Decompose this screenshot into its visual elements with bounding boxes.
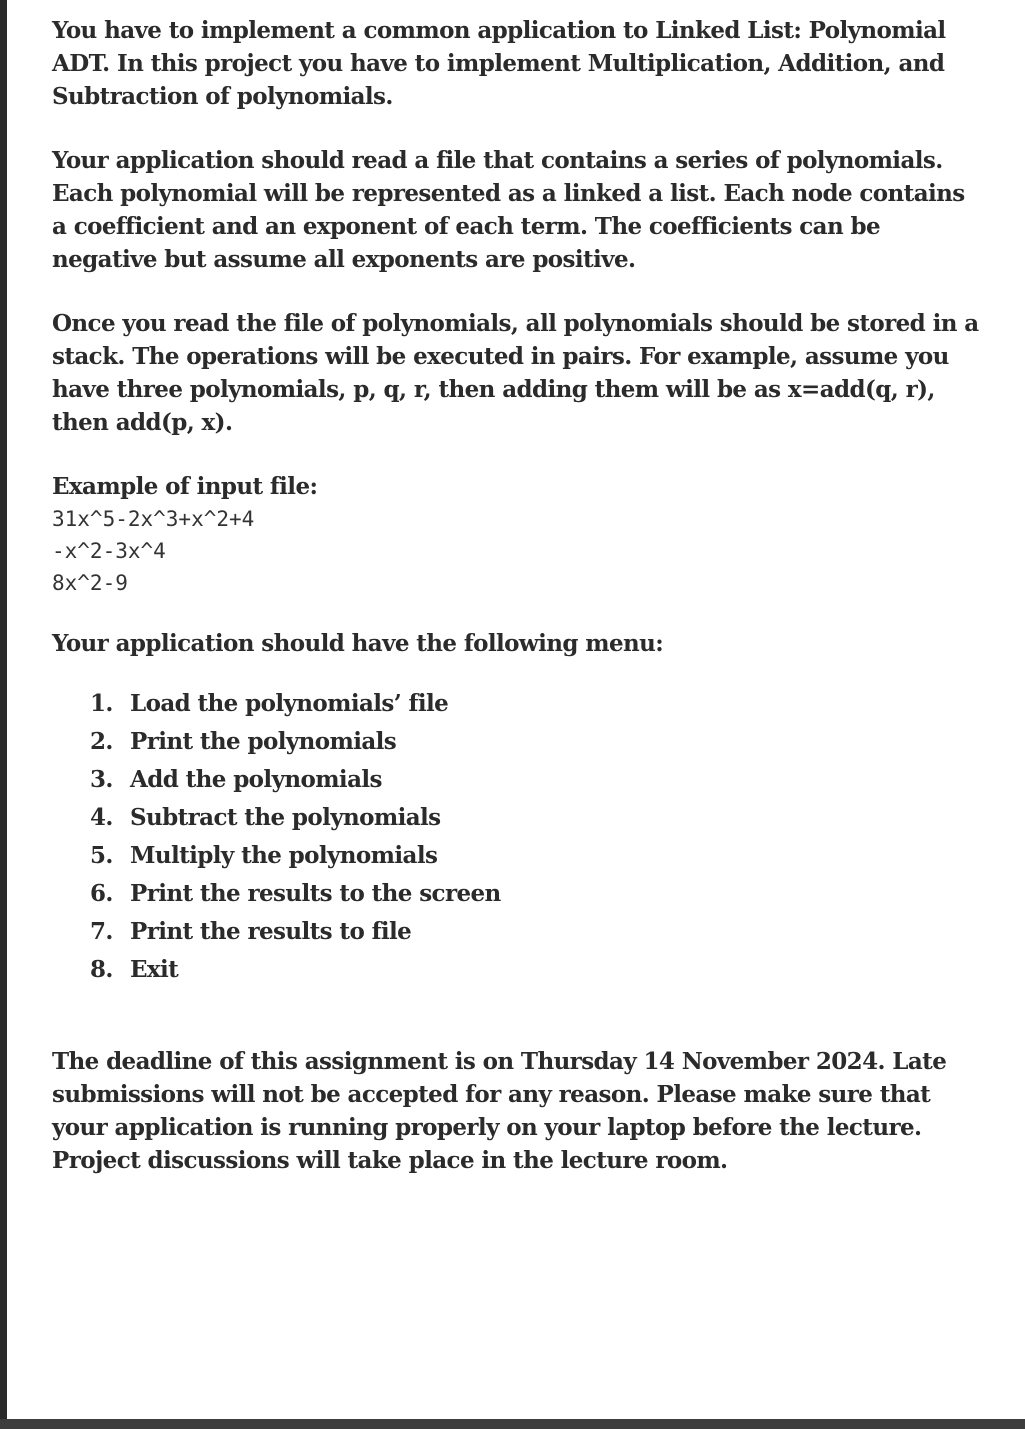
deadline-line: your application is running properly on your laptop before the lecture. — [52, 1114, 922, 1141]
bottom-scroll-bar — [0, 1419, 1025, 1429]
deadline-paragraph — [52, 1045, 972, 1177]
menu-item-label: Print the results to the screen — [130, 880, 501, 907]
menu-item-load — [90, 685, 972, 723]
menu-item-exit — [90, 951, 972, 989]
input-description-line: Each polynomial will be represented as a linked a list. Each node contains — [52, 180, 965, 207]
deadline-line: submissions will not be accepted for any reason. Please make sure that — [52, 1081, 931, 1108]
input-description-paragraph — [52, 144, 972, 276]
menu-item-print-polynomials — [90, 723, 972, 761]
stack-description-line: have three polynomials, p, q, r, then adding them will be as x=add(q, r), — [52, 376, 935, 403]
menu-item-number: 3. — [90, 766, 113, 793]
left-edge-border — [0, 0, 7, 1429]
input-description-line: negative but assume all exponents are positive. — [52, 246, 636, 273]
menu-item-label: Multiply the polynomials — [130, 842, 438, 869]
menu-item-print-screen — [90, 875, 972, 913]
deadline-line: The deadline of this assignment is on Thursday 14 November 2024. Late — [52, 1048, 947, 1075]
menu-item-number: 6. — [90, 880, 113, 907]
menu-item-number: 4. — [90, 804, 113, 831]
intro-line: Subtraction of polynomials. — [52, 83, 393, 110]
menu-item-label: Subtract the polynomials — [130, 804, 441, 831]
example-heading — [52, 470, 972, 503]
input-description-line: Your application should read a file that contains a series of polynomials. — [52, 147, 943, 174]
example-polynomial-line: -x^2-3x^4 — [52, 539, 166, 563]
menu-item-add — [90, 761, 972, 799]
stack-description-line: stack. The operations will be executed in pairs. For example, assume you — [52, 343, 949, 370]
menu-item-number: 5. — [90, 842, 113, 869]
document-content — [52, 14, 979, 1177]
stack-description-line: then add(p, x). — [52, 409, 233, 436]
menu-item-label: Load the polynomials’ file — [130, 690, 449, 717]
menu-item-label: Print the results to file — [130, 918, 412, 945]
menu-item-number: 8. — [90, 956, 113, 983]
input-description-line: a coefficient and an exponent of each term. The coefficients can be — [52, 213, 881, 240]
example-code-block — [52, 503, 972, 599]
intro-line: ADT. In this project you have to implement Multiplication, Addition, and — [52, 50, 945, 77]
menu-item-number: 1. — [90, 690, 113, 717]
stack-description-paragraph — [52, 307, 979, 439]
stack-description-line: Once you read the file of polynomials, all polynomials should be stored in a — [52, 310, 979, 337]
intro-line: You have to implement a common application to Linked List: Polynomial — [52, 17, 946, 44]
menu-heading — [52, 627, 972, 660]
menu-list — [52, 685, 972, 989]
menu-item-label: Exit — [130, 956, 179, 983]
example-heading-text: Example of input file: — [52, 473, 318, 500]
menu-item-subtract — [90, 799, 972, 837]
menu-heading-text: Your application should have the following menu: — [52, 630, 664, 657]
menu-item-label: Print the polynomials — [130, 728, 397, 755]
example-polynomial-line: 8x^2-9 — [52, 571, 128, 595]
menu-item-number: 7. — [90, 918, 113, 945]
menu-item-number: 2. — [90, 728, 113, 755]
menu-item-label: Add the polynomials — [130, 766, 382, 793]
example-polynomial-line: 31x^5-2x^3+x^2+4 — [52, 507, 255, 531]
intro-paragraph — [52, 14, 972, 113]
menu-item-print-file — [90, 913, 972, 951]
deadline-line: Project discussions will take place in the lecture room. — [52, 1147, 728, 1174]
menu-item-multiply — [90, 837, 972, 875]
